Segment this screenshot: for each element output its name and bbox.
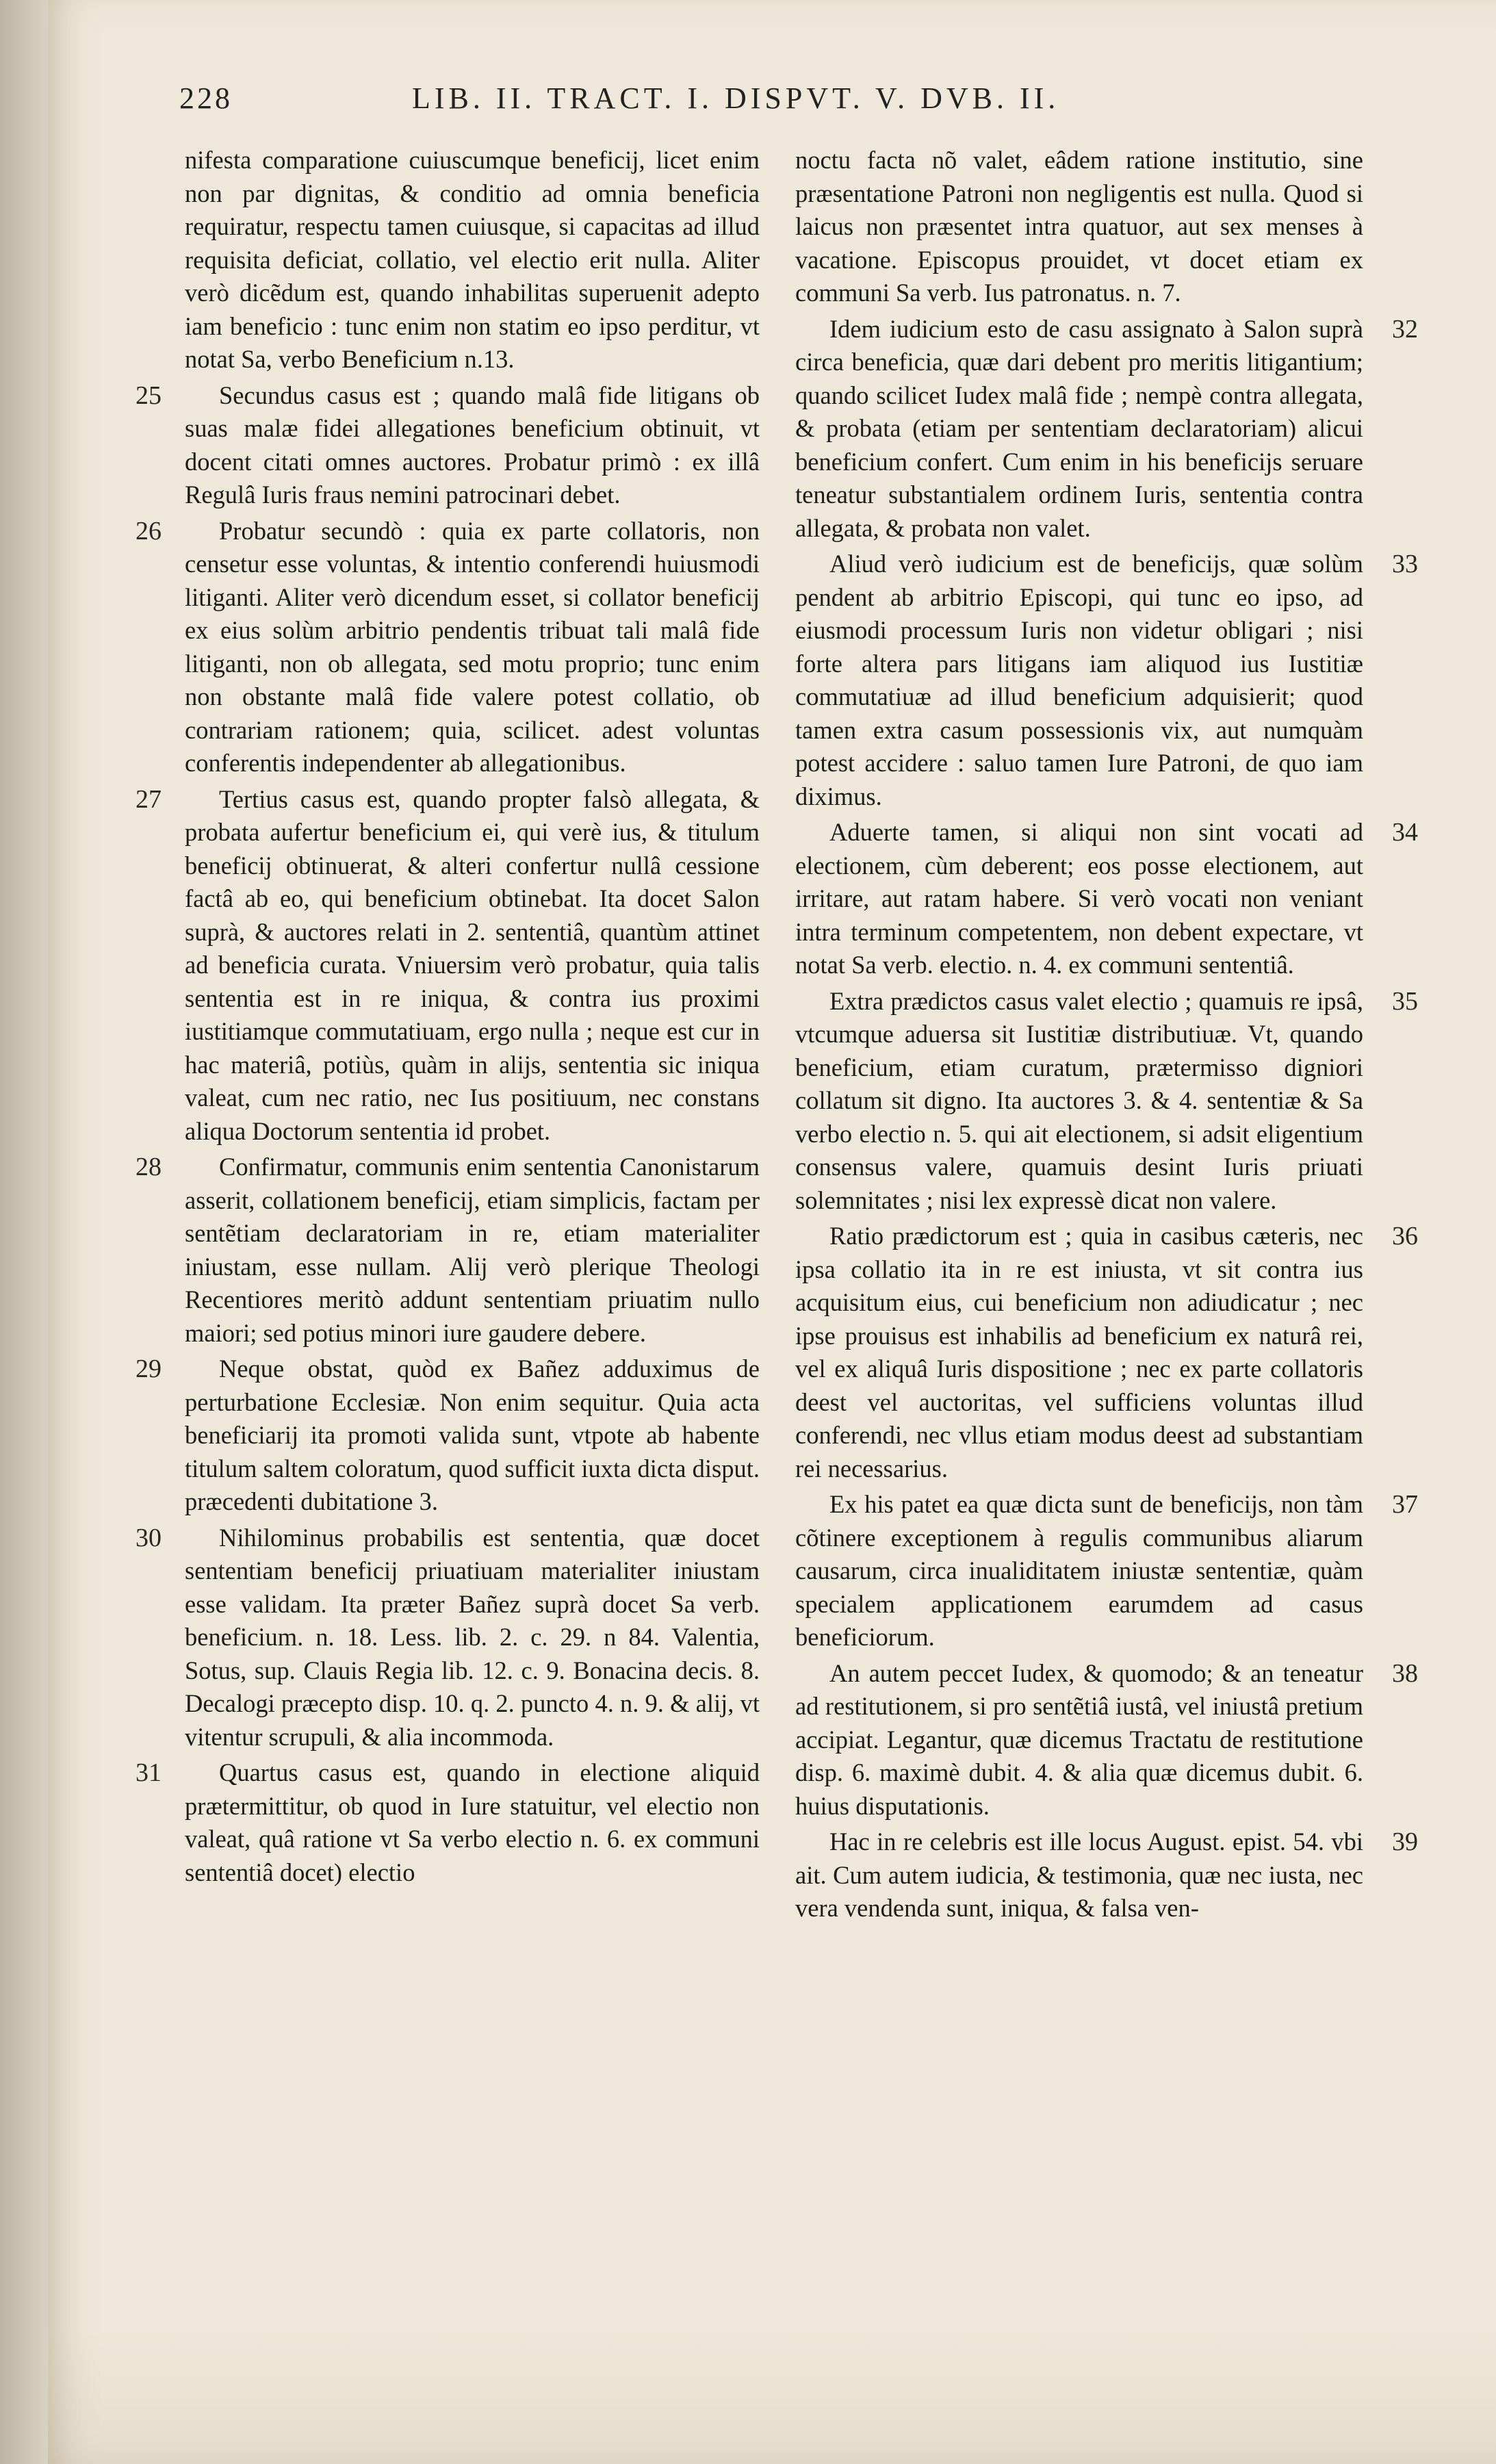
paragraph [795,1825,1418,1925]
paragraph-text: Aliud verò iudicium est de beneficijs, quæ solùm pendent ab arbitrio Episcopi, qui tunc eo ipso, ad eiusmodi processum Iuris non videtur obligari ; nisi forte altera pars litigans iam aliquod ius Iustitiæ commutatiuæ ad illud beneficium adquisierit; quod tamen extra casum possessionis vix, aut numquàm potest accidere : saluo tamen Iure Patroni, de quo iam diximus. [795,550,1363,810]
paragraph-text: Aduerte tamen, si aliqui non sint vocati ad electionem, cùm deberent; eos posse electionem, aut irritare, aut ratam habere. Si verò vocati non veniant intra terminum competentem, non debent expectare, vt notat Sa verb. electio. n. 4. ex communi sententiâ. [795,818,1363,979]
paragraph-number: 28 [136,1153,162,1181]
paragraph-number: 36 [1392,1222,1418,1250]
paragraph-number: 27 [136,784,162,814]
paragraph-number: 34 [1392,818,1418,847]
paragraph-number: 32 [1392,314,1418,344]
paragraph [136,783,760,1148]
paragraph-number: 33 [1392,550,1418,578]
paragraph [185,144,760,376]
paragraph-number: 35 [1392,986,1418,1016]
paragraph [136,1352,760,1519]
book-gutter [0,0,48,2464]
paragraph-number: 29 [136,1355,162,1383]
paragraph-text: nifesta comparatione cuiuscumque beneficij, licet enim non par dignitas, & conditio ad omnia beneficia requiratur, respectu tamen cuiusque, si capacitas ad illud requisita deficiat, collatio, vel electio erit nulla. Aliter verò dicẽdum est, quando inhabilitas superuenit adepto iam beneficio : tunc enim non statim eo ipso perditur, vt notat Sa, verbo Beneficium n.13. [185,146,760,373]
paragraph [136,1522,760,1754]
right-column [795,144,1418,1925]
running-head-title: LIB. II. TRACT. I. DISPVT. V. DVB. II. [412,81,1060,115]
paragraph [795,548,1418,813]
page-number: 228 [179,81,233,115]
paragraph-text: noctu facta nõ valet, eâdem ratione institutio, sine præsentatione Patroni non negligentis est nulla. Quod si laicus non præsentet intra quatuor, aut sex menses à vacatione. Episcopus prouidet, vt docet etiam ex communi Sa verb. Ius patronatus. n. 7. [795,146,1363,307]
paragraph-text: Ratio prædictorum est ; quia in casibus cæteris, nec ipsa collatio ita in re est iniusta, vt sit contra ius acquisitum eius, cui beneficium non adiudicatur ; nec ipse prouisus est inhabilis ad beneficium ex naturâ rei, vel ex aliquâ Iuris dispositione ; nec ex parte collatoris deest vel auctoritas, vel sufficiens voluntas illud conferendi, nec vllus etiam modus deest ad substantiam rei necessarius. [795,1222,1363,1483]
paragraph-number: 25 [136,381,162,410]
paragraph [136,379,760,512]
paragraph [136,1756,760,1889]
left-column [136,144,760,1889]
paragraph-text: Quartus casus est, quando in electione aliquid prætermittitur, ob quod in Iure statuitur, vel electio non valeat, quâ ratione vt Sa verbo electio n. 6. ex communi sententiâ docet) electio [185,1758,760,1886]
page-shading [48,2327,1496,2464]
paragraph-text: An autem peccet Iudex, & quomodo; & an teneatur ad restitutionem, si pro sentẽtiâ iustâ, vel iniustâ pretium accipiat. Legantur, quæ dicemus Tractatu de restitutione disp. 6. maximè dubit. 4. & alia quæ dicemus dubit. 6. huius disputationis. [795,1658,1363,1820]
paragraph-text: Probatur secundò : quia ex parte collatoris, non censetur esse voluntas, & intentio conferendi huiusmodi litiganti. Aliter verò dicendum esset, si collator beneficij ex eius solùm arbitrio pendentis tribuat tali malâ fide litiganti, non ob allegata, sed motu proprio; tunc enim non obstante malâ fide valere potest collatio, ob contrariam rationem; quia, scilicet. adest voluntas conferentis independenter ab allegationibus. [185,516,760,777]
paragraph [795,1220,1418,1485]
paragraph-number: 26 [136,516,162,546]
paragraph-text: Confirmatur, communis enim sententia Canonistarum asserit, collationem beneficij, etiam simplicis, factam per sentẽtiam declaratoriam in re, etiam materialiter iniustam, esse nullam. Alij verò plerique Theologi Recentiores meritò addunt sententiam priuatim nullo maiori; sed potius minori iure gaudere debere. [185,1153,760,1347]
paragraph-text: Ex his patet ea quæ dicta sunt de beneficijs, non tàm cõtinere exceptionem à regulis communibus aliarum causarum, circa inualiditatem iniustæ sententiæ, quàm specialem applicationem earumdem ad casus beneficiorum. [795,1490,1363,1651]
paragraph-number: 39 [1392,1827,1418,1856]
paragraph-text: Nihilominus probabilis est sententia, quæ docet sententiam beneficij priuatiuam materialiter iniustam esse validam. Ita præter Bañez suprà docet Sa verb. beneficium. n. 18. Less. lib. 2. c. 29. n 84. Valentia, Sotus, sup. Clauis Regia lib. 12. c. 9. Bonacina decis. 8. Decalogi præcepto disp. 10. q. 2. puncto 4. n. 9. & alij, vt vitentur scrupuli, & alia incommoda. [185,1523,760,1751]
running-header [179,81,1192,122]
paragraph-text: Hac in re celebris est ille locus August. epist. 54. vbi ait. Cum autem iudicia, & testimonia, quæ nec iusta, nec vera vendenda sunt, iniqua, & falsa ven- [795,1827,1363,1922]
paragraph-text: Secundus casus est ; quando malâ fide litigans ob suas malæ fidei allegationes beneficium obtinuit, vt docent citati omnes auctores. Probatur primò : ex illâ Regulâ Iuris fraus nemini patrocinari debet. [185,381,760,509]
paragraph [795,1657,1418,1823]
paragraph-number: 30 [136,1523,162,1552]
paragraph-text: Extra prædictos casus valet electio ; quamuis re ipsâ, vtcumque aduersa sit Iustitiæ distributiuæ. Vt, quando beneficium, etiam curatum, prætermisso digniori collatum sit digno. Ita auctores 3. & 4. sententiæ & Sa verbo electio n. 5. qui ait electionem, si adsit eligentium consensus valere, quamuis desint Iuris priuati solemnitates ; nisi lex expressè dicat non valere. [795,986,1363,1214]
paragraph-number: 31 [136,1758,162,1787]
paragraph-number: 38 [1392,1658,1418,1688]
paragraph-number: 37 [1392,1490,1418,1519]
paragraph-text: Tertius casus est, quando propter falsò allegata, & probata aufertur beneficium ei, qui verè ius, & titulum beneficij obtinuerat, & alteri confertur nullâ cessione factâ ab eo, qui beneficium obtinebat. Ita docet Salon suprà, & auctores relati in 2. sententiâ, quantùm attinet ad beneficia curata. Vniuersim verò probatur, quia talis sententia est in re iniqua, & contra ius proximi iustitiamque commutatiuam, ergo nulla ; neque est cur in hac materiâ, potiùs, quàm in alijs, sententia sic iniqua valeat, cum nec ratio, nec Ius positiuum, nec constans aliqua Doctorum sententia id probet. [185,784,760,1145]
paragraph [136,1151,760,1350]
paragraph [136,515,760,780]
paragraph [795,816,1418,982]
paragraph-text: Idem iudicium esto de casu assignato à Salon suprà circa beneficia, quæ dari debent pro meritis litigantium; quando scilicet Iudex malâ fide ; nempè contra allegata, & probata (etiam per sententiam declaratoriam) alicui beneficium confert. Cum enim in his beneficijs seruare teneatur substantialem ordinem Iuris, sententia contra allegata, & probata non valet. [795,314,1363,542]
paragraph [795,985,1418,1218]
paragraph [795,313,1418,546]
paragraph [795,144,1363,310]
paragraph-text: Neque obstat, quòd ex Bañez adduximus de perturbatione Ecclesiæ. Non enim sequitur. Quia acta beneficiarij ita promoti valida sunt, vtpote ab habente titulum saltem coloratum, quod sufficit iuxta dicta disput. præcedenti dubitatione 3. [185,1355,760,1515]
paragraph [795,1488,1418,1654]
